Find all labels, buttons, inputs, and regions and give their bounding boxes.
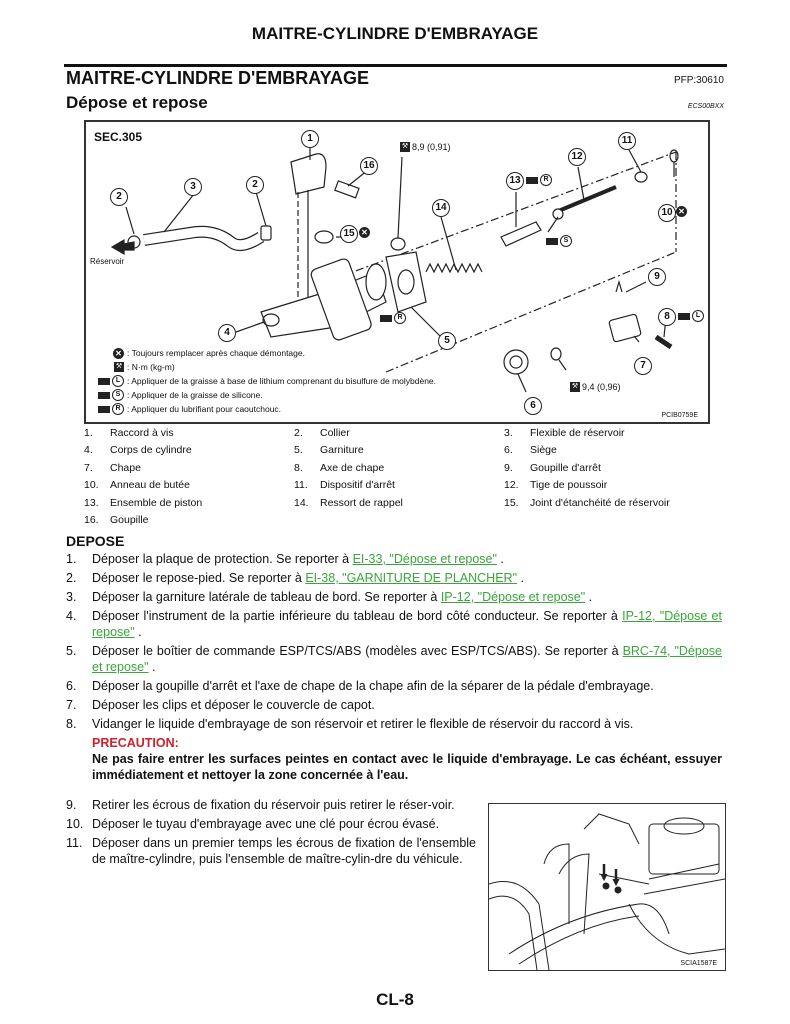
part-number: 7.	[84, 461, 93, 474]
grease-icon	[678, 313, 690, 320]
grease-icon	[380, 315, 392, 322]
section-title: MAITRE-CYLINDRE D'EMBRAYAGE	[66, 68, 369, 88]
pfp-code: PFP:30610	[673, 75, 724, 86]
part-number: 8.	[294, 461, 303, 474]
lock-device	[635, 172, 647, 182]
step-text: Déposer les clips et déposer le couvercle de capot.	[92, 698, 375, 712]
torque-spec-bottom	[570, 382, 621, 392]
step-number: 8.	[66, 717, 77, 731]
gasket	[386, 252, 426, 312]
piston-assembly	[501, 222, 541, 246]
part-number: 1.	[84, 426, 93, 439]
precaution-text: Ne pas faire entrer les surfaces peintes en contact avec le liquide d'embrayage. Le cas échéant, essuyer immédiatement et nettoyer la zone concernée à l'eau.	[92, 752, 722, 782]
clevis-pin	[656, 337, 671, 347]
replace-icon: ✕	[113, 348, 124, 359]
step-number: 11.	[66, 836, 83, 850]
depose-steps	[66, 551, 722, 783]
silicone-grease-marker	[546, 235, 572, 247]
part-item	[84, 442, 294, 460]
step-number: 4.	[66, 609, 77, 623]
symbol-legend	[92, 346, 436, 416]
reservoir-seal	[315, 231, 333, 243]
step-number: 3.	[66, 590, 77, 604]
part-item	[294, 459, 504, 477]
part-number: 15.	[504, 496, 519, 509]
cross-reference-link[interactable]: BRC-74, "Dépose et repose"	[92, 644, 722, 674]
nut-lower	[551, 348, 561, 360]
page-number: CL-8	[376, 990, 414, 1009]
cross-reference-link[interactable]: EI-38, "GARNITURE DE PLANCHER"	[305, 571, 518, 585]
part-item	[294, 442, 504, 460]
step-item	[66, 643, 722, 675]
part-name: Tige de poussoir	[530, 479, 608, 492]
part-item	[84, 512, 294, 530]
step-text: Déposer la garniture latérale de tableau de bord. Se reporter à IP-12, "Dépose et repose" .	[92, 590, 593, 604]
cross-reference-link[interactable]: IP-12, "Dépose et repose"	[440, 590, 586, 604]
callout-8: 8	[658, 308, 676, 326]
callout-11: 11	[618, 132, 636, 150]
step-item	[66, 716, 722, 732]
step-item	[66, 551, 722, 567]
step-text: Déposer la plaque de protection. Se reporter à EI-33, "Dépose et repose" .	[92, 552, 504, 566]
part-number: 3.	[504, 426, 513, 439]
step-item	[66, 816, 476, 832]
step-text: Vidanger le liquide d'embrayage de son réservoir et retirer le flexible de réservoir du raccord à vis.	[92, 717, 634, 731]
part-number: 13.	[84, 496, 99, 509]
step-item	[66, 608, 722, 640]
part-item	[294, 424, 504, 442]
step-number: 5.	[66, 644, 77, 658]
step-text: Déposer le boîtier de commande ESP/TCS/ABS (modèles avec ESP/TCS/ABS). Se reporter à BRC-74, "Dépose et repose" .	[92, 644, 722, 674]
running-head: MAITRE-CYLINDRE D'EMBRAYAGE	[251, 24, 539, 43]
part-number: 10.	[84, 479, 99, 492]
legend-row: S : Appliquer de la graisse de silicone.	[92, 388, 436, 402]
part-item	[294, 477, 504, 495]
step-item	[66, 797, 476, 813]
grease-icon	[546, 238, 558, 245]
callout-9: 9	[648, 268, 666, 286]
push-rod	[556, 187, 616, 212]
callout-2-left: 2	[110, 188, 128, 206]
part-number: 2.	[294, 426, 303, 439]
callout-14: 14	[432, 199, 450, 217]
torque-wrench-icon: ⚒	[401, 143, 409, 150]
part-number: 9.	[504, 461, 513, 474]
part-name: Chape	[110, 461, 141, 474]
part-name: Goupille	[110, 514, 149, 527]
snap-pin	[616, 282, 622, 292]
part-item	[504, 494, 714, 512]
stop-ring	[670, 150, 678, 162]
grease-icon	[98, 406, 110, 413]
part-name: Goupille d'arrêt	[530, 461, 601, 474]
rubber-lube-icon: R	[112, 403, 124, 415]
exploded-diagram	[84, 120, 710, 424]
part-name: Axe de chape	[320, 461, 385, 474]
part-name: Raccord à vis	[110, 426, 174, 439]
torque-wrench-icon: ⚒	[115, 363, 123, 370]
precaution-label: PRECAUTION:	[92, 736, 179, 750]
step-text: Retirer les écrous de fixation du réservoir puis retirer le réser-voir.	[92, 798, 455, 812]
part-number: 4.	[84, 444, 93, 457]
part-name: Collier	[320, 426, 350, 439]
step-number: 10.	[66, 817, 84, 831]
legend-row: L : Appliquer de la graisse à base de lithium comprenant du bisulfure de molybdène.	[92, 374, 436, 388]
part-item	[294, 494, 504, 512]
rubber-lubricant-marker	[526, 174, 552, 186]
legend-row: ✕ : Toujours remplacer après chaque démontage.	[92, 346, 436, 360]
part-item	[84, 477, 294, 495]
part-name: Garniture	[320, 444, 364, 457]
step-text: Déposer la goupille d'arrêt et l'axe de chape de la chape afin de la séparer de la pédale d'embrayage.	[92, 679, 654, 693]
callout-5: 5	[438, 332, 456, 350]
lithium-grease-marker	[678, 310, 704, 322]
figure-code: PCIB0759E	[661, 412, 698, 419]
section-number: SEC.305	[94, 130, 143, 144]
part-name: Joint d'étanchéité de réservoir	[530, 496, 670, 509]
cross-reference-link[interactable]: IP-12, "Dépose et repose"	[92, 609, 722, 639]
callout-16: 16	[360, 157, 378, 175]
callout-15: 15	[340, 225, 358, 243]
torque-spec-top	[400, 142, 451, 152]
grease-icon	[98, 392, 110, 399]
part-name: Flexible de réservoir	[530, 426, 625, 439]
step-number: 2.	[66, 571, 77, 585]
part-item	[84, 459, 294, 477]
step-text: Déposer dans un premier temps les écrous de fixation de l'ensemble de maître-cylindre, puis l'ensemble de maître-cylin-dre du véhicule.	[92, 836, 476, 866]
part-number: 16.	[84, 514, 99, 527]
legend-row: ⚒ : N·m (kg-m)	[115, 362, 175, 372]
engine-bay-drawing	[489, 804, 725, 970]
part-item	[504, 459, 714, 477]
subsection-code: ECS00BXX	[687, 103, 724, 110]
callout-6: 6	[524, 397, 542, 415]
grease-icon	[98, 378, 110, 385]
rubber-lube-icon: R	[394, 312, 406, 324]
part-name: Ressort de rappel	[320, 496, 403, 509]
lithium-icon: L	[692, 310, 704, 322]
step-item	[66, 589, 722, 605]
replace-icon: ✕	[359, 227, 370, 238]
callout-4: 4	[218, 324, 236, 342]
step-number: 1.	[66, 552, 77, 566]
grease-icon	[526, 177, 538, 184]
part-number: 11.	[294, 479, 308, 492]
part-item	[84, 494, 294, 512]
part-name: Dispositif d'arrêt	[320, 479, 395, 492]
part-item	[504, 442, 714, 460]
callout-1: 1	[301, 130, 319, 148]
part-item	[84, 424, 294, 442]
part-number: 12.	[504, 479, 519, 492]
clamp-right	[261, 226, 271, 240]
legend-row: R : Appliquer du lubrifiant pour caoutchouc.	[92, 402, 436, 416]
callout-13: 13	[506, 172, 524, 190]
subsection-title: Dépose et repose	[66, 93, 208, 112]
step-item	[66, 678, 722, 694]
part-item	[504, 477, 714, 495]
clevis	[609, 314, 642, 342]
part-name: Siège	[530, 444, 557, 457]
rubber-lube-icon: R	[540, 174, 552, 186]
silicone-icon: S	[112, 389, 124, 401]
depose-heading: DEPOSE	[66, 533, 125, 549]
engine-bay-illustration	[488, 803, 726, 971]
seat	[504, 350, 528, 374]
part-name: Anneau de butée	[110, 479, 190, 492]
step-item	[66, 697, 722, 713]
cross-reference-link[interactable]: EI-33, "Dépose et repose"	[352, 552, 497, 566]
reservoir-label: Réservoir	[90, 257, 125, 266]
step-text: Déposer le tuyau d'embrayage avec une clé pour écrou évasé.	[92, 817, 440, 831]
return-spring	[426, 264, 482, 272]
step-number: 7.	[66, 698, 77, 712]
part-number: 14.	[294, 496, 309, 509]
torque-value: 9,4 (0,96)	[582, 382, 621, 392]
callout-2-right: 2	[246, 176, 264, 194]
depose-steps-continued	[66, 797, 476, 870]
rubber-lubricant-marker	[380, 312, 406, 324]
step-number: 6.	[66, 679, 77, 693]
callout-7: 7	[634, 357, 652, 375]
step-text: Déposer le repose-pied. Se reporter à EI-38, "GARNITURE DE PLANCHER" .	[92, 571, 524, 585]
screw-connector	[291, 154, 326, 194]
nut-top	[391, 238, 405, 250]
torque-wrench-icon: ⚒	[571, 383, 579, 390]
part-name: Corps de cylindre	[110, 444, 192, 457]
callout-10: 10	[658, 204, 676, 222]
step-item	[66, 570, 722, 586]
callout-3: 3	[184, 178, 202, 196]
silicone-icon: S	[560, 235, 572, 247]
part-number: 6.	[504, 444, 513, 457]
part-item	[504, 424, 714, 442]
callout-12: 12	[568, 148, 586, 166]
step-text: Déposer l'instrument de la partie inférieure du tableau de bord côté conducteur. Se reporter à IP-12, "Dépose et repose" .	[92, 609, 722, 639]
replace-icon: ✕	[676, 206, 687, 217]
torque-value: 8,9 (0,91)	[412, 142, 451, 152]
parts-list	[84, 424, 714, 529]
header-rule	[64, 64, 727, 67]
part-name: Ensemble de piston	[110, 496, 203, 509]
pin	[335, 181, 359, 198]
step-number: 9.	[66, 798, 77, 812]
photo-code: SCIA1587E	[680, 960, 717, 967]
step-item	[66, 835, 476, 867]
lithium-icon: L	[112, 375, 124, 387]
part-number: 5.	[294, 444, 303, 457]
assembly-axis	[326, 152, 676, 282]
